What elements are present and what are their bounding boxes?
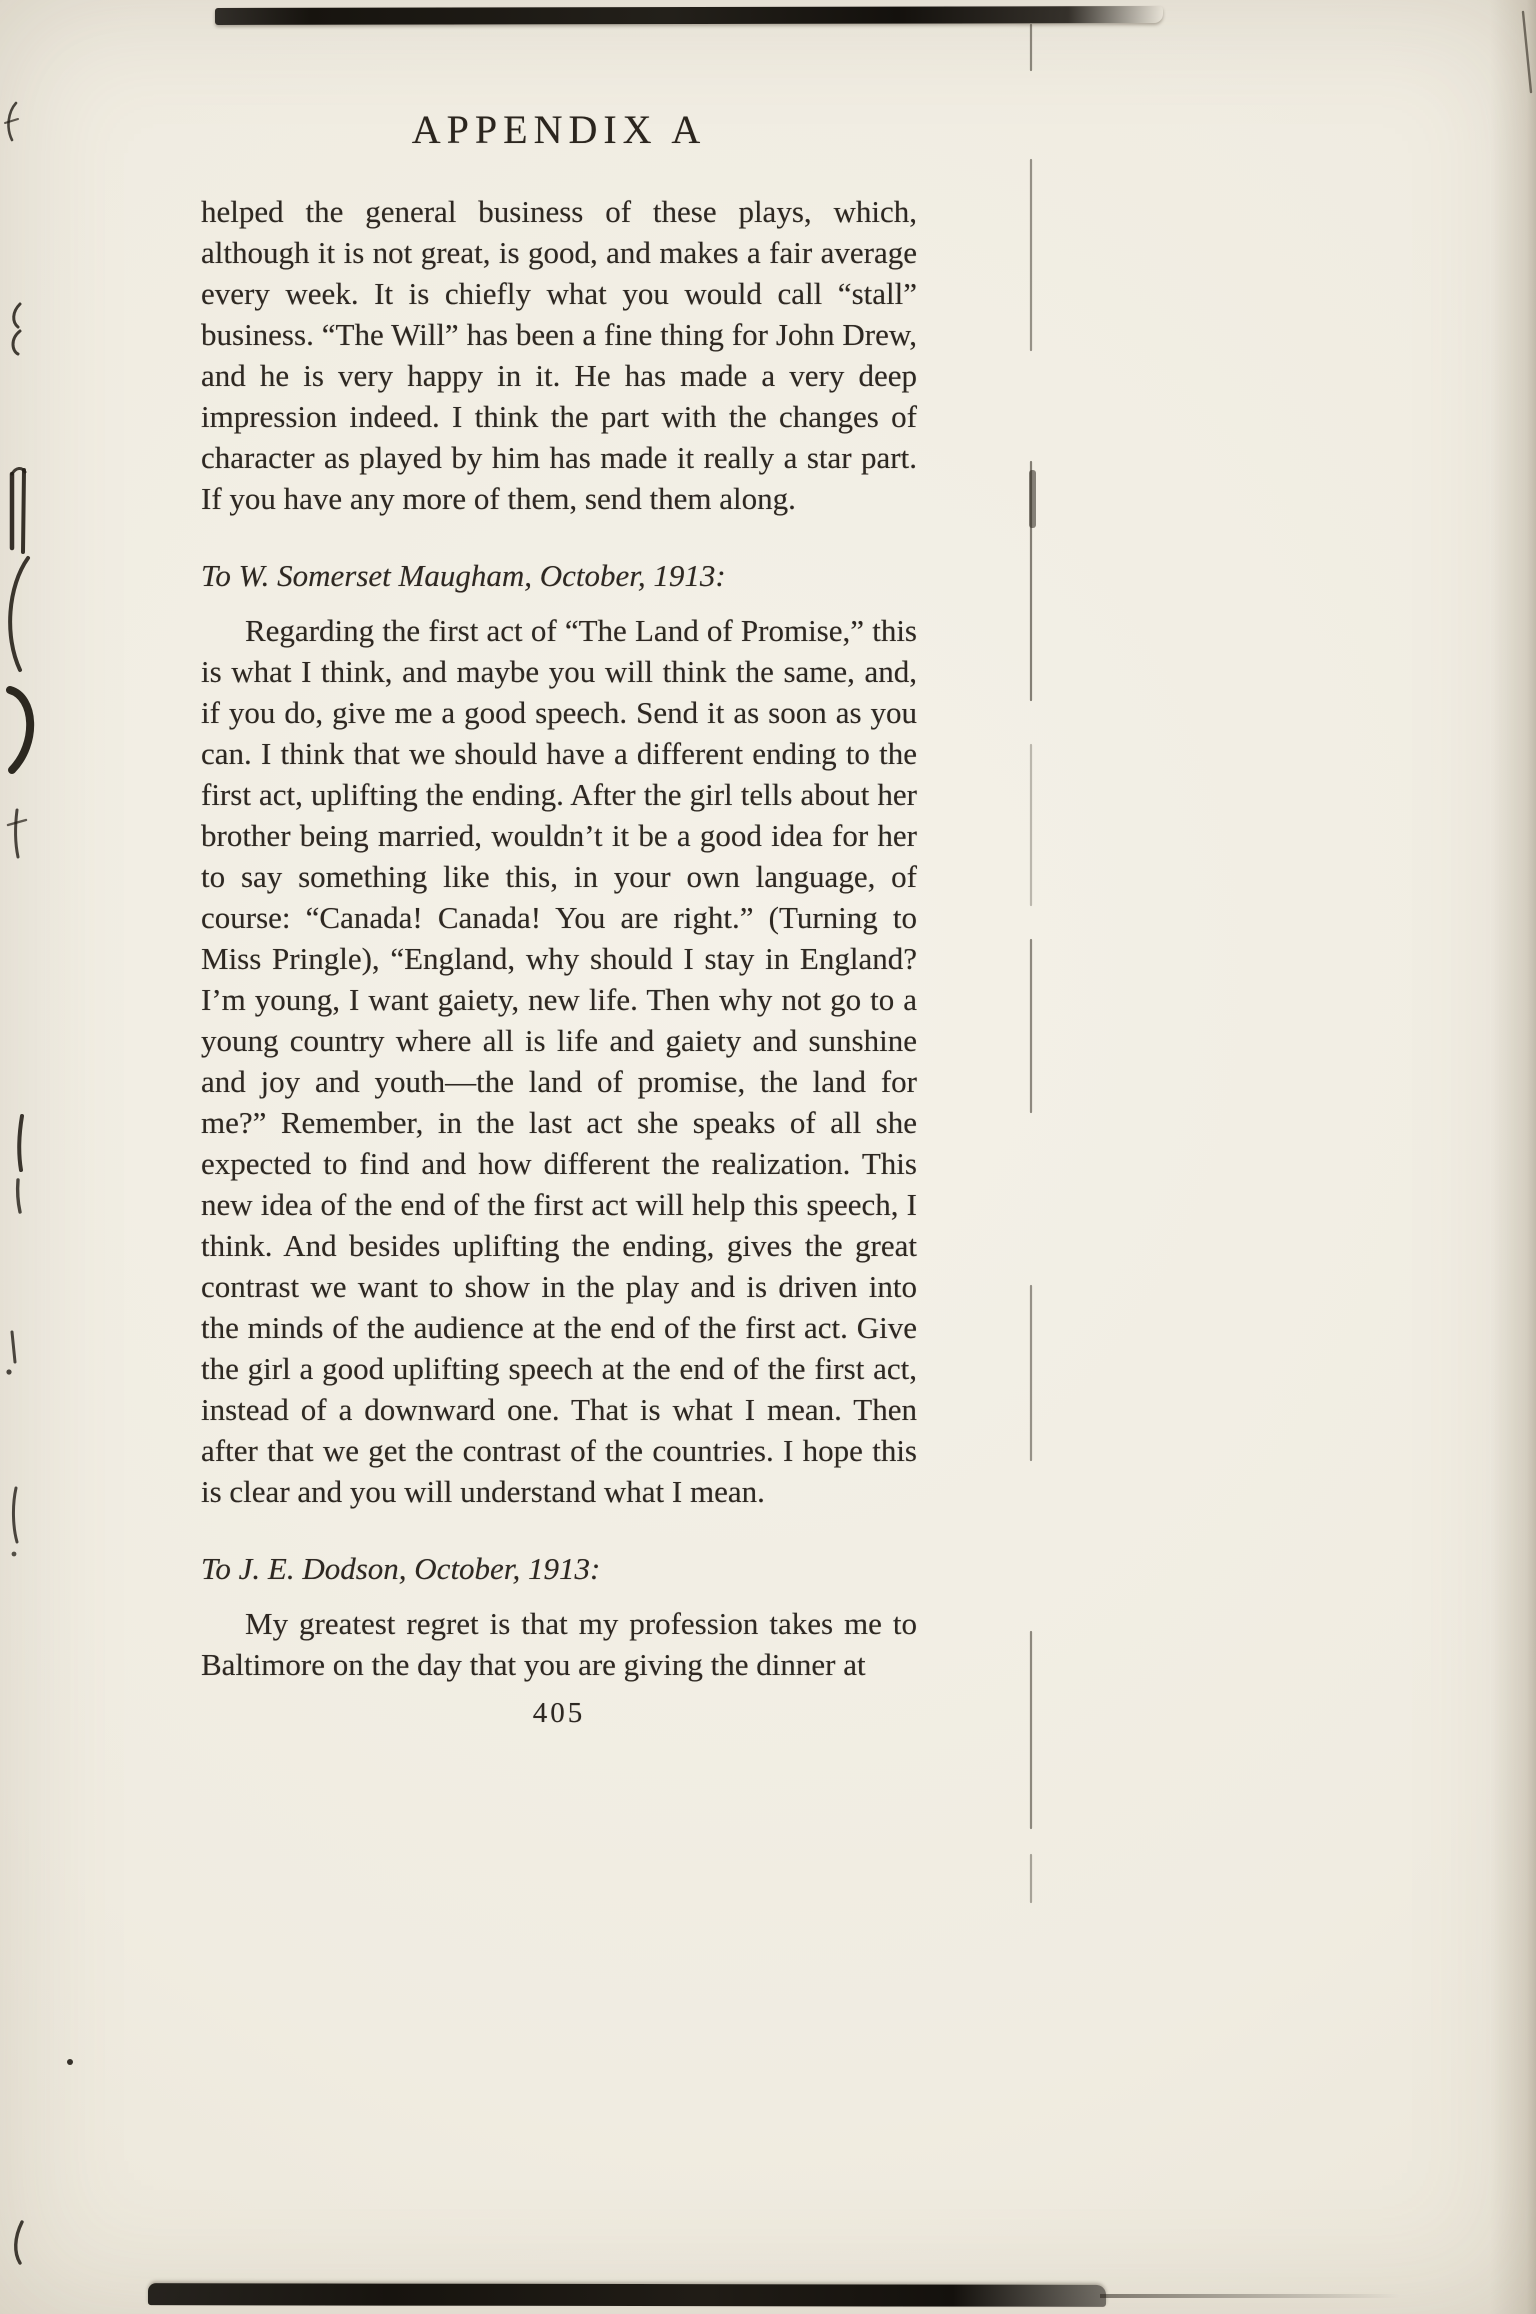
scan-edge-bottom-tail: [1100, 2294, 1400, 2298]
ink-mark: [18, 1180, 20, 1212]
ink-mark: [23, 470, 24, 552]
ink-mark: [14, 304, 20, 327]
ink-mark: [13, 1488, 17, 1542]
ink-mark: [16, 810, 18, 857]
page-text-block: [201, 106, 917, 1730]
page-number: 405: [532, 1697, 586, 1729]
ink-dot: [67, 2059, 73, 2065]
ink-mark: [12, 468, 25, 474]
scan-edge-top: [215, 6, 1163, 25]
ink-dot: [12, 1552, 17, 1557]
page-title: APPENDIX A: [411, 107, 707, 152]
ink-dot: [6, 1369, 11, 1374]
page-right-edge-shade: [1490, 0, 1536, 2314]
paragraph-dodson-letter: My greatest regret is that my profession takes me to Baltimore on the day that you are giving the dinner at: [201, 1606, 917, 1682]
ink-mark: [9, 103, 16, 140]
letter-heading-dodson: To J. E. Dodson, October, 1913:: [201, 1551, 601, 1586]
ink-mark: [19, 1116, 22, 1170]
scan-edge-bottom: [148, 2283, 1106, 2307]
ink-mark: [10, 690, 30, 770]
paragraph-maugham-letter: Regarding the first act of “The Land of Promise,” this is what I think, and maybe you will think the same, and, if you do, give me a good speech. Send it as soon as you can. I think that we should have a different ending to the first act, uplifting the ending. After the girl tells about her brother being married, wouldn’t it be a good idea for her to say something like this, in your own language, of course: “Canada! Canada! You are right.” (Turning to Miss Pringle), “England, why should I stay in England? I’m young, I want gaiety, new life. Then why not go to a young country where all is life and gaiety and sunshine and joy and youth—the land of promise, the land for me?” Remember, in the last act she speaks of all she expected to find and how different the realization. This new idea of the end of the first act will help this speech, I think. And besides uplifting the ending, gives the great contrast we want to show in the play and is driven into the minds of the audience at the end of the first act. Give the girl a good uplifting speech at the end of the first act, instead of a downward one. That is what I mean. Then after that we get the contrast of the countries. I hope this is clear and you will understand what I mean.: [201, 613, 917, 1509]
ink-mark: [10, 558, 28, 670]
paragraph-continuation: helped the general business of these plays, which, although it is not great, is good, and makes a fair average every week. It is chiefly what you would call “stall” business. “The Will” has been a fine thing for John Drew, and he is very happy in it. He has made a very deep impression indeed. I think the part with the changes of character as played by him has made it really a star part. If you have any more of them, send them along.: [201, 194, 917, 516]
ink-mark: [13, 331, 20, 354]
ink-mark: [16, 2222, 22, 2263]
ink-mark: [12, 1332, 15, 1362]
letter-heading-maugham: To W. Somerset Maugham, October, 1913:: [201, 558, 726, 593]
ink-mark: [5, 119, 18, 123]
page-edge-smudge: [1029, 470, 1036, 528]
ink-mark: [8, 820, 26, 825]
